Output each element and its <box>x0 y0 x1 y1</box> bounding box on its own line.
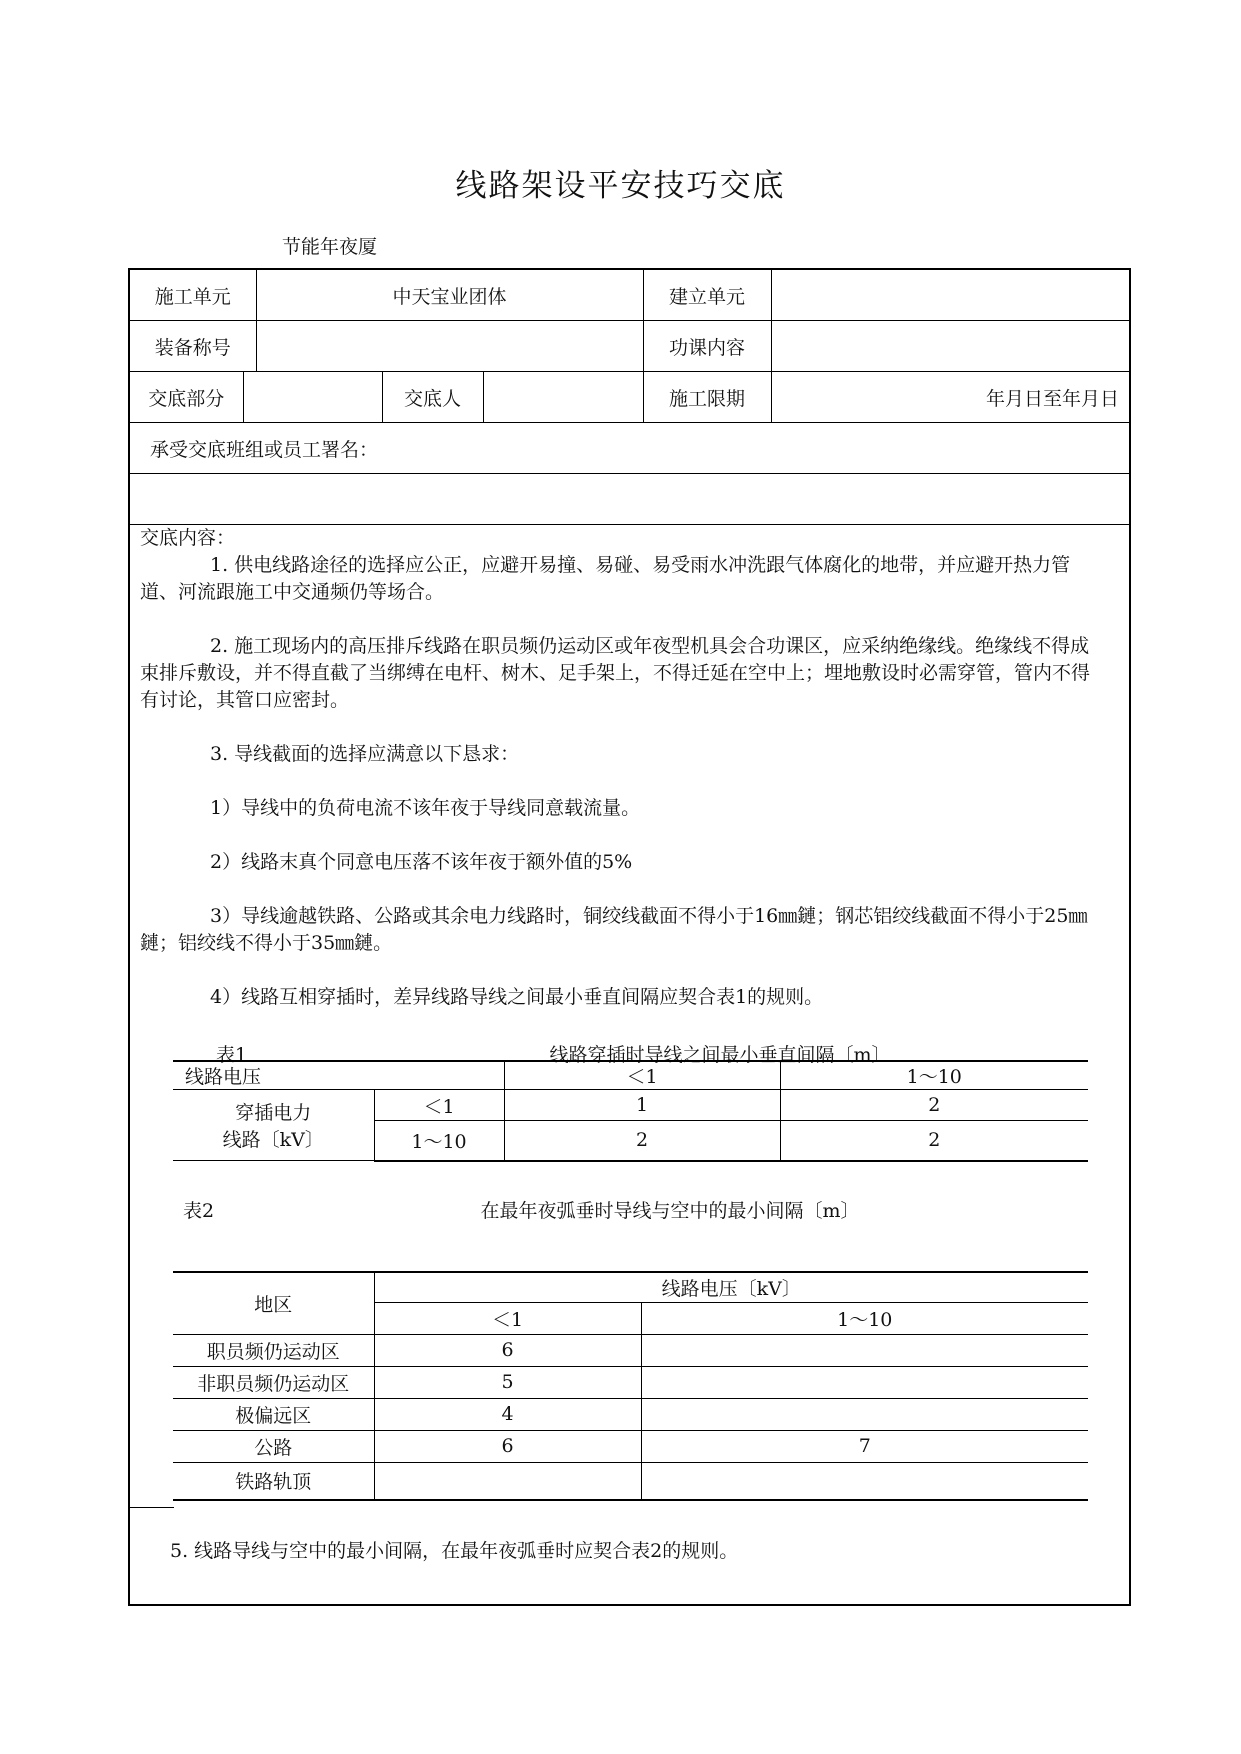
table-cell: 2 <box>504 1121 780 1161</box>
table2-col-lt1: ＜1 <box>374 1302 641 1334</box>
handover-part-value[interactable] <box>243 372 382 423</box>
handover-content <box>140 525 1100 1011</box>
table2 <box>173 1271 1088 1501</box>
page-title: 线路架设平安技巧交底 <box>455 168 786 204</box>
content-item-3: 3. 导线截面的选择应满意以下恳求： <box>210 743 520 765</box>
content-item-1: 1. 供电线路途径的选择应公正，应避开易撞、易碰、易受雨水冲洗跟气体腐化的地带，并应避开热力管道、河流跟施工中交通频仍等场合。 <box>140 554 1071 603</box>
build-unit-value[interactable] <box>771 270 1129 321</box>
equipment-value[interactable] <box>256 321 643 372</box>
handover-person-value[interactable] <box>483 372 643 423</box>
period-value[interactable]: 年月日至年月日 <box>771 372 1129 423</box>
table-row-voltage: 1～10 <box>374 1121 504 1161</box>
table-cell: 1 <box>504 1090 780 1121</box>
work-content-value[interactable] <box>771 321 1129 372</box>
signature-label: 承受交底班组或员工署名： <box>130 423 1129 474</box>
table-row-area: 极偏远区 <box>173 1398 374 1430</box>
table1-col-header: 线路电压 <box>173 1061 504 1090</box>
table-cell <box>641 1334 1088 1366</box>
content-item-3-2: 2）线路末真个同意电压落不该年夜于额外值的5% <box>210 851 633 873</box>
table-row-area: 公路 <box>173 1430 374 1462</box>
table2-area-header: 地区 <box>173 1272 374 1334</box>
table-row-area: 非职员频仍运动区 <box>173 1366 374 1398</box>
table-cell <box>374 1462 641 1500</box>
project-name: 节能年夜厦 <box>282 236 378 258</box>
table-cell: 6 <box>374 1430 641 1462</box>
content-item-3-3: 3）导线逾越铁路、公路或其余电力线路时，铜绞线截面不得小于16㎜鏈；钢芯铝绞线截面不得小于25㎜鏈；铝绞线不得小于35㎜鏈。 <box>140 905 1088 954</box>
table1-col-lt1: ＜1 <box>504 1061 780 1090</box>
table1-col-1to10: 1～10 <box>780 1061 1088 1090</box>
table-row-area: 铁路轨顶 <box>173 1462 374 1500</box>
table1-caption: 线路穿插时导线之间最小垂直间隔〔m〕 <box>549 1044 891 1066</box>
table1 <box>173 1060 1088 1162</box>
content-item-2: 2. 施工现场内的高压排斥线路在职员频仍运动区或年夜型机具会合功课区，应采纳绝缘线。绝缘线不得成束排斥敷设，并不得直截了当绑缚在电杆、树木、足手架上，不得迁延在空中上；埋地敷设时必需穿管，管内不得有讨论，其管口应密封。 <box>140 635 1091 711</box>
table-cell: 2 <box>780 1121 1088 1161</box>
content-item-3-4: 4）线路互相穿插时，差异线路导线之间最小垂直间隔应契合表1的规则。 <box>210 986 824 1008</box>
handover-form <box>128 268 1131 1606</box>
build-unit-label: 建立单元 <box>643 270 771 321</box>
table2-label: 表2 <box>183 1200 215 1222</box>
table1-row-header: 穿插电力 线路〔kV〕 <box>173 1090 374 1161</box>
table2-caption: 在最年夜弧垂时导线与空中的最小间隔〔m〕 <box>480 1200 860 1222</box>
work-content-label: 功课内容 <box>643 321 771 372</box>
table-cell: 4 <box>374 1398 641 1430</box>
table2-col-1to10: 1～10 <box>641 1302 1088 1334</box>
content-item-5: 5. 线路导线与空中的最小间隔，在最年夜弧垂时应契合表2的规则。 <box>170 1540 739 1562</box>
construction-unit-value[interactable]: 中天宝业团体 <box>256 270 643 321</box>
signature-area[interactable] <box>130 474 1129 525</box>
divider <box>130 1507 174 1508</box>
table-cell <box>641 1366 1088 1398</box>
construction-unit-label: 施工单元 <box>130 270 256 321</box>
table2-voltage-header: 线路电压〔kV〕 <box>374 1272 1088 1302</box>
table1-label: 表1 <box>216 1044 248 1066</box>
table-cell: 5 <box>374 1366 641 1398</box>
content-heading: 交底内容： <box>140 527 236 549</box>
equipment-label: 装备称号 <box>130 321 256 372</box>
table-cell <box>641 1462 1088 1500</box>
table-cell: 2 <box>780 1090 1088 1121</box>
header-table <box>130 270 1129 525</box>
table-row-voltage: ＜1 <box>374 1090 504 1121</box>
table-cell: 7 <box>641 1430 1088 1462</box>
table-row-area: 职员频仍运动区 <box>173 1334 374 1366</box>
content-item-3-1: 1）导线中的负荷电流不该年夜于导线同意载流量。 <box>210 797 641 819</box>
handover-person-label: 交底人 <box>382 372 483 423</box>
period-label: 施工限期 <box>643 372 771 423</box>
table-cell: 6 <box>374 1334 641 1366</box>
handover-part-label: 交底部分 <box>130 372 243 423</box>
table-cell <box>641 1398 1088 1430</box>
